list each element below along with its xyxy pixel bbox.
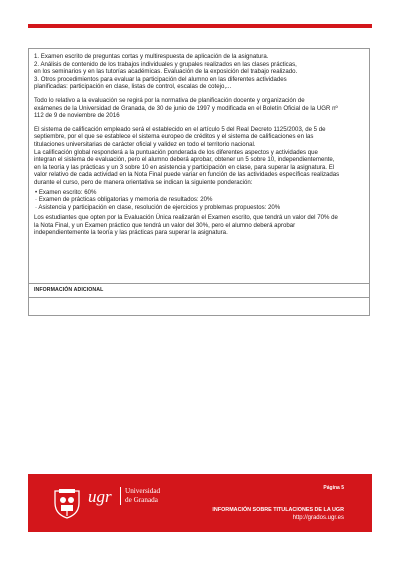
weighting-list	[34, 189, 364, 212]
text-line: en los seminarios y en las tutorías académicas. Evaluación de la exposición del trabajo realizado.	[34, 68, 298, 76]
text-line: titulaciones universitarias de carácter oficial y validez en todo el territorio nacional.	[34, 140, 256, 148]
text-line: en la teoría y las prácticas y un 3 sobre 10 en asistencia y participación en clase, para superar la asignatura. El	[34, 163, 335, 171]
logo-university-name	[120, 487, 160, 505]
list-item: • Examen escrito: 60%	[35, 188, 97, 196]
text-line: integran el sistema de evaluación, pero el alumno deberá aprobar, obtener un 5 sobre 10, independientemente,	[34, 156, 335, 164]
page-number: Página 5	[323, 485, 344, 491]
list-item: · Asistencia y participación en clase, resolución de ejercicios y problemas propuestos: 20%	[35, 203, 281, 211]
text-line: La calificación global responderá a la puntuación ponderada de los diferentes aspectos y actividades que	[34, 148, 318, 156]
footer	[28, 474, 372, 532]
logo-ugr-text: ugr	[88, 487, 112, 506]
text-line: valor relativo de cada actividad en la Nota Final puede variar en función de las actividades específicas realizadas	[34, 171, 340, 179]
list-item: · Examen de prácticas obligatorias y memoria de resultados: 20%	[35, 196, 213, 204]
paragraph-single-evaluation	[34, 214, 364, 237]
paragraph-evaluation-methods	[34, 53, 364, 91]
text-line: Todo lo relativo a la evaluación se regirá por la normativa de planificación docente y organización de	[34, 96, 305, 104]
text-line: 1. Examen escrito de preguntas cortas y multirespuesta de aplicación de la asignatura.	[34, 53, 269, 60]
text-line: El sistema de calificación empleado será el establecido en el artículo 5 del Real Decreto 1125/2003, de 5 de	[34, 125, 326, 133]
top-red-bar	[28, 24, 372, 28]
text-line: exámenes de la Universidad de Granada, de 30 de junio de 1997 y modificada en el Boletín Oficial de la UGR nº	[34, 104, 338, 112]
paragraph-grading-system	[34, 126, 364, 187]
text-line: 3. Otros procedimientos para evaluar la participación del alumno en las diferentes actividades	[34, 75, 287, 83]
text-line: 2. Análisis de contenido de los trabajos individuales y grupales realizados en las clases prácticas,	[34, 60, 297, 68]
text-line: durante el curso, pero de manera orientativa se indican la siguiente ponderación:	[34, 178, 253, 186]
evaluation-content	[28, 48, 370, 284]
logo-line: de Granada	[125, 496, 158, 504]
additional-info-header: INFORMACIÓN ADICIONAL	[28, 284, 370, 298]
text-line: independientemente la teoría y las prácticas para superar la asignatura.	[34, 229, 228, 237]
text-line: 112 de 9 de noviembre de 2016	[34, 112, 120, 120]
footer-title: INFORMACIÓN SOBRE TITULACIONES DE LA UGR	[212, 507, 344, 513]
text-line: planificadas: participación en clase, listas de control, escalas de cotejo,...	[34, 83, 232, 91]
paragraph-regulation	[34, 97, 364, 120]
text-line: la Nota Final, y un Examen práctico que tendrá un valor del 30%, pero el alumno deberá aprobar	[34, 221, 296, 229]
university-seal-icon	[52, 487, 82, 519]
additional-info-body	[28, 298, 370, 316]
logo-line: Universidad	[125, 487, 161, 495]
text-line: septiembre, por el que se establece el sistema europeo de créditos y el sistema de calificaciones en las	[34, 133, 314, 141]
footer-url-link[interactable]: http://grados.ugr.es	[292, 515, 344, 521]
text-line: Los estudiantes que opten por la Evaluación Única realizarán el Examen escrito, que tendrá un valor del 70% de	[34, 214, 338, 222]
